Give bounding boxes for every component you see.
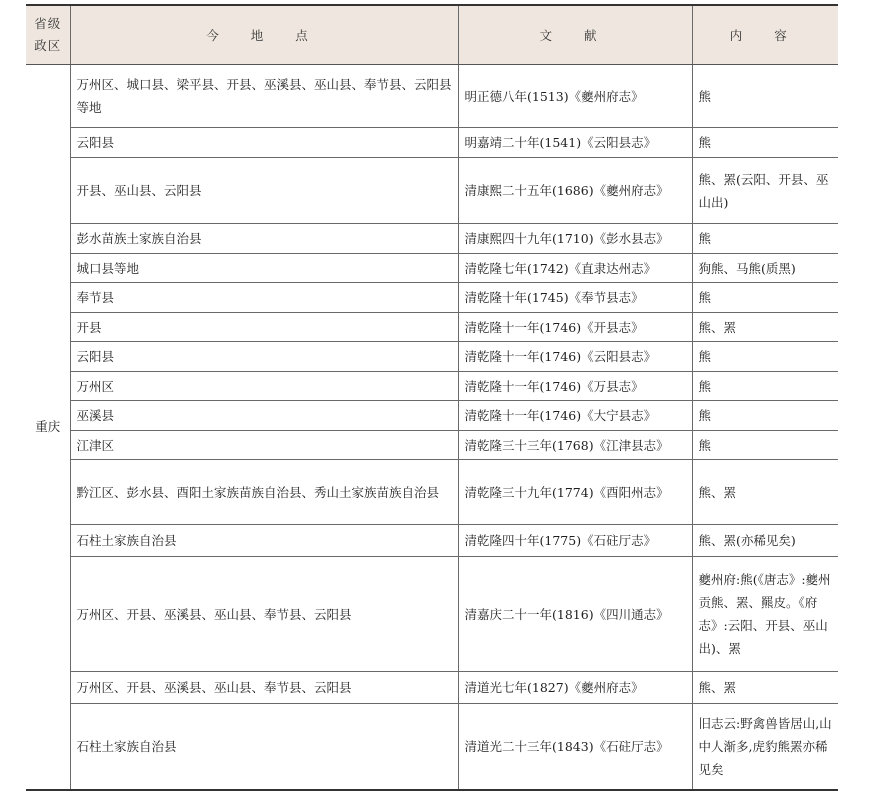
header-document-label: 文 献 — [539, 28, 611, 43]
content-cell: 熊、罴 — [692, 460, 838, 525]
document-cell: 清乾隆七年(1742)《直隶达州志》 — [458, 254, 692, 283]
table-row — [26, 401, 838, 431]
place-cell: 云阳县 — [70, 128, 458, 158]
place-cell: 彭水苗族土家族自治县 — [70, 224, 458, 254]
place-cell: 巫溪县 — [70, 401, 458, 431]
document-cell: 明正德八年(1513)《夔州府志》 — [458, 65, 692, 128]
content-cell: 熊 — [692, 224, 838, 254]
header-document — [458, 5, 692, 65]
table-body — [26, 65, 838, 790]
table-row — [26, 672, 838, 704]
table-row — [26, 313, 838, 342]
place-cell: 开县、巫山县、云阳县 — [70, 158, 458, 224]
document-cell: 清乾隆四十年(1775)《石砫厅志》 — [458, 525, 692, 557]
place-cell: 万州区、城口县、梁平县、开县、巫溪县、巫山县、奉节县、云阳县等地 — [70, 65, 458, 128]
document-cell: 清乾隆十一年(1746)《万县志》 — [458, 372, 692, 401]
document-cell: 清乾隆三十九年(1774)《酉阳州志》 — [458, 460, 692, 525]
content-cell: 熊 — [692, 128, 838, 158]
place-cell: 万州区、开县、巫溪县、巫山县、奉节县、云阳县 — [70, 557, 458, 672]
content-cell: 熊 — [692, 401, 838, 431]
header-province — [26, 5, 70, 65]
document-cell: 清道光七年(1827)《夔州府志》 — [458, 672, 692, 704]
table-row — [26, 525, 838, 557]
place-cell: 石柱土家族自治县 — [70, 704, 458, 790]
place-cell: 城口县等地 — [70, 254, 458, 283]
table-row — [26, 372, 838, 401]
records-table — [26, 4, 838, 791]
content-cell: 狗熊、马熊(质黑) — [692, 254, 838, 283]
document-cell: 清康熙四十九年(1710)《彭水县志》 — [458, 224, 692, 254]
document-cell: 清嘉庆二十一年(1816)《四川通志》 — [458, 557, 692, 672]
content-cell: 熊、罴 — [692, 672, 838, 704]
table-row — [26, 557, 838, 672]
table-row — [26, 342, 838, 372]
header-content — [692, 5, 838, 65]
document-cell: 清乾隆十年(1745)《奉节县志》 — [458, 283, 692, 313]
content-cell: 熊、罴 — [692, 313, 838, 342]
header-place — [70, 5, 458, 65]
province-cell: 重庆 — [26, 65, 70, 790]
table-row — [26, 158, 838, 224]
content-cell: 熊 — [692, 372, 838, 401]
content-cell: 旧志云:野禽兽皆居山,山中人渐多,虎豹熊罴亦稀见矣 — [692, 704, 838, 790]
place-cell: 云阳县 — [70, 342, 458, 372]
header-content-label: 内 容 — [729, 28, 801, 43]
place-cell: 万州区 — [70, 372, 458, 401]
place-cell: 黔江区、彭水县、酉阳土家族苗族自治县、秀山土家族苗族自治县 — [70, 460, 458, 525]
table-row — [26, 431, 838, 460]
content-cell: 夔州府:熊(《唐志》:夔州贡熊、罴、羆皮。《府志》:云阳、开县、巫山出)、罴 — [692, 557, 838, 672]
content-cell: 熊 — [692, 283, 838, 313]
content-cell: 熊 — [692, 65, 838, 128]
table-header — [26, 5, 838, 65]
content-cell: 熊、罴(云阳、开县、巫山出) — [692, 158, 838, 224]
document-cell: 清乾隆十一年(1746)《大宁县志》 — [458, 401, 692, 431]
content-cell: 熊 — [692, 342, 838, 372]
content-cell: 熊 — [692, 431, 838, 460]
place-cell: 奉节县 — [70, 283, 458, 313]
table-row — [26, 224, 838, 254]
document-cell: 清道光二十三年(1843)《石砫厅志》 — [458, 704, 692, 790]
place-cell: 开县 — [70, 313, 458, 342]
table-row — [26, 128, 838, 158]
document-cell: 清康熙二十五年(1686)《夔州府志》 — [458, 158, 692, 224]
table-row — [26, 254, 838, 283]
table-row — [26, 283, 838, 313]
document-cell: 清乾隆十一年(1746)《云阳县志》 — [458, 342, 692, 372]
table-row — [26, 704, 838, 790]
place-cell: 石柱土家族自治县 — [70, 525, 458, 557]
header-row — [26, 5, 838, 65]
header-place-label: 今 地 点 — [206, 28, 322, 43]
document-cell: 明嘉靖二十年(1541)《云阳县志》 — [458, 128, 692, 158]
header-province-line2: 政区 — [34, 38, 62, 53]
content-cell: 熊、罴(亦稀见矣) — [692, 525, 838, 557]
table-row — [26, 65, 838, 128]
document-cell: 清乾隆十一年(1746)《开县志》 — [458, 313, 692, 342]
document-cell: 清乾隆三十三年(1768)《江津县志》 — [458, 431, 692, 460]
table-row — [26, 460, 838, 525]
place-cell: 万州区、开县、巫溪县、巫山县、奉节县、云阳县 — [70, 672, 458, 704]
header-province-line1: 省级 — [34, 16, 62, 31]
place-cell: 江津区 — [70, 431, 458, 460]
